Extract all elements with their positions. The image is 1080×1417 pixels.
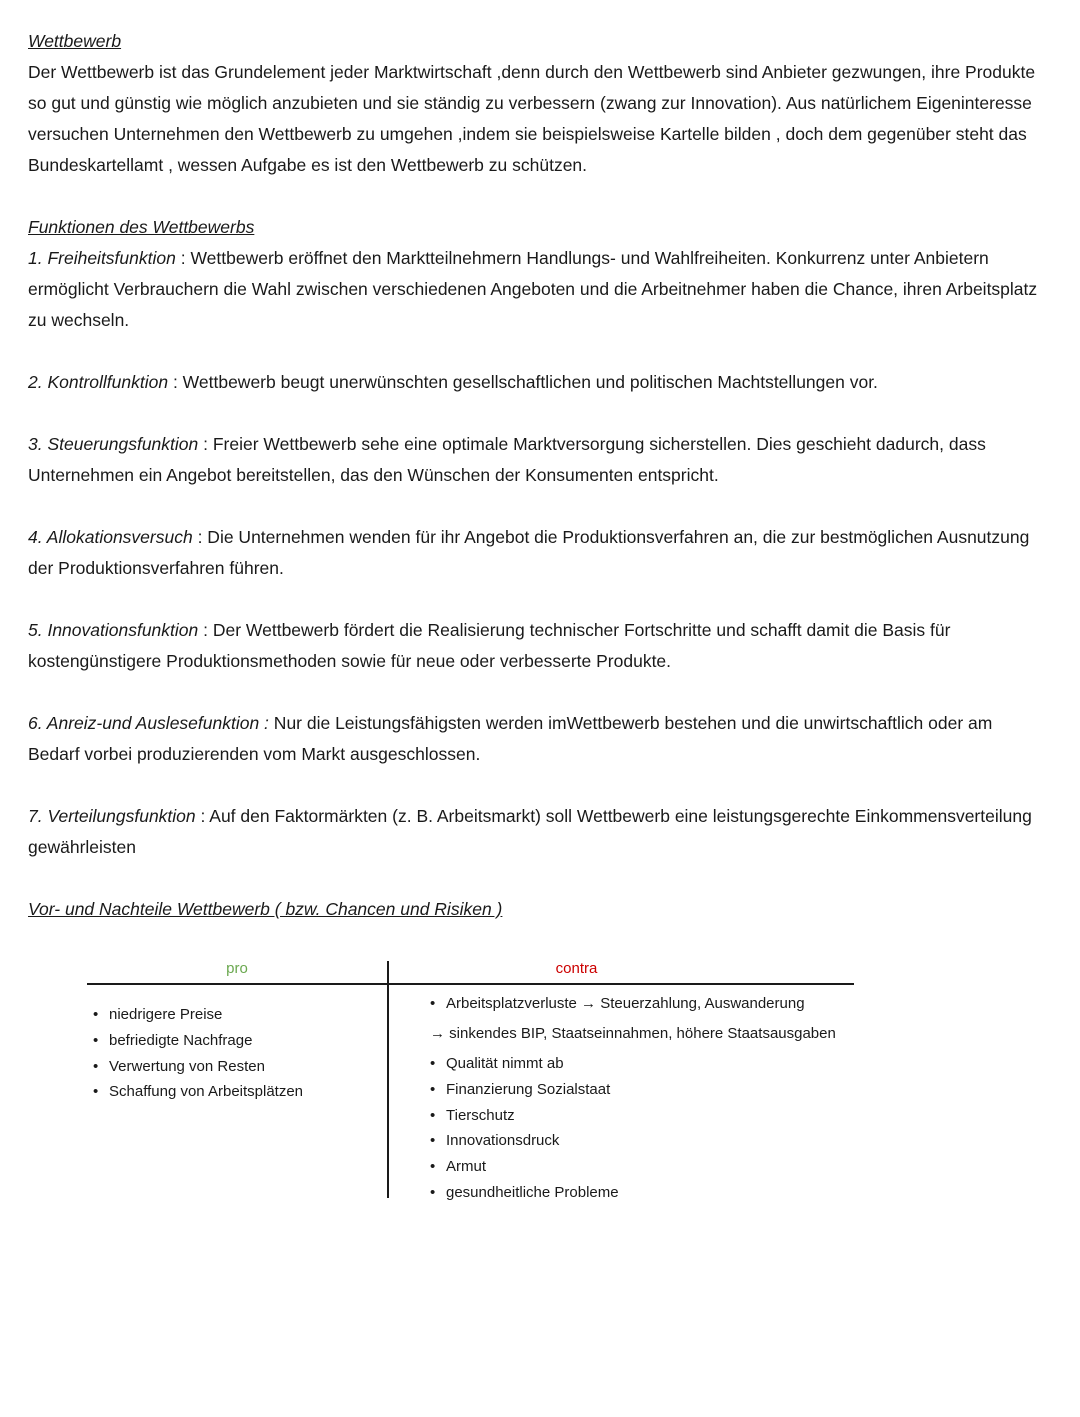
function-name: 2. Kontrollfunktion bbox=[28, 372, 169, 392]
bullet-icon: • bbox=[93, 1006, 99, 1023]
function-item-3 bbox=[28, 429, 1038, 491]
list-item: • befriedigte Nachfrage bbox=[87, 1028, 303, 1054]
function-item-5 bbox=[28, 615, 1038, 677]
function-text: : Freier Wettbewerb sehe eine optimale Marktversorgung sicherstellen. Dies geschieht dadurch, dass Unternehmen ein Angebot bereitstellen, das den Wünschen der Konsumenten entspricht. bbox=[28, 434, 986, 485]
bullet-icon: • bbox=[430, 1055, 436, 1072]
bullet-icon: • bbox=[430, 1106, 436, 1124]
document-page bbox=[28, 26, 1038, 925]
bullet-icon: • bbox=[430, 995, 436, 1012]
bullet-icon: • bbox=[93, 1083, 99, 1101]
bullet-icon: • bbox=[430, 1158, 436, 1176]
list-item: • gesundheitliche Probleme bbox=[424, 1180, 836, 1206]
function-text: Nur die Leistungsfähigsten werden imWettbewerb bestehen und die unwirtschaftlich oder am Bedarf vorbei produzierenden vom Markt ausgeschlossen. bbox=[28, 713, 993, 764]
function-item-1 bbox=[28, 243, 1038, 336]
function-item-7 bbox=[28, 801, 1038, 863]
section-heading-funktionen: Funktionen des Wettbewerbs bbox=[28, 217, 255, 237]
list-item: • Verwertung von Resten bbox=[87, 1054, 303, 1080]
function-name: 6. Anreiz-und Auslesefunktion : bbox=[28, 713, 269, 733]
list-item: • Tierschutz bbox=[424, 1103, 836, 1129]
list-item-continuation: → sinkendes BIP, Staatseinnahmen, höhere Staatsausgaben bbox=[430, 1025, 836, 1042]
table-vertical-divider bbox=[387, 961, 389, 1198]
wettbewerb-paragraph: Der Wettbewerb ist das Grundelement jeder Marktwirtschaft ,denn durch den Wettbewerb sind Anbieter gezwungen, ihre Produkte so gut und günstig wie möglich anzubieten und sie ständig zu verbessern (zwang zur Innovation). Aus natürlichem Eigeninteresse versuchen Unternehmen den Wettbewerb zu umgehen ,indem sie beispielsweise Kartelle bilden , doch dem gegenüber steht das Bundeskartellamt , wessen Aufgabe es ist den Wettbewerb zu schützen. bbox=[28, 62, 1036, 175]
list-item: • Armut bbox=[424, 1154, 836, 1180]
list-item: • Innovationsdruck bbox=[424, 1128, 836, 1154]
function-name: 4. Allokationsversuch bbox=[28, 527, 193, 547]
function-item-6 bbox=[28, 708, 1038, 770]
contra-list bbox=[424, 991, 836, 1206]
function-text: : Die Unternehmen wenden für ihr Angebot die Produktionsverfahren an, die zur bestmöglichen Ausnutzung der Produktionsverfahren führen. bbox=[28, 527, 1030, 578]
list-item: • Schaffung von Arbeitsplätzen bbox=[87, 1079, 303, 1105]
function-name: 5. Innovationsfunktion bbox=[28, 620, 199, 640]
pro-contra-table bbox=[87, 955, 855, 1200]
list-item: • Arbeitsplatzverluste → Steuerzahlung, Auswanderung bbox=[424, 991, 836, 1021]
bullet-icon: • bbox=[93, 1057, 99, 1075]
function-text: : Wettbewerb beugt unerwünschten gesellschaftlichen und politischen Machtstellungen vor. bbox=[168, 372, 878, 392]
function-item-4 bbox=[28, 522, 1038, 584]
list-item: • Qualität nimmt ab bbox=[424, 1051, 836, 1077]
pro-list bbox=[87, 1002, 303, 1105]
function-name: 7. Verteilungsfunktion bbox=[28, 806, 196, 826]
function-item-2 bbox=[28, 367, 1038, 398]
bullet-icon: • bbox=[430, 1080, 436, 1098]
table-horizontal-divider bbox=[87, 983, 854, 985]
section-heading-vor-nachteile: Vor- und Nachteile Wettbewerb ( bzw. Chancen und Risiken ) bbox=[28, 899, 503, 919]
contra-column-header: contra bbox=[555, 960, 598, 977]
list-item: • niedrigere Preise bbox=[87, 1002, 303, 1028]
function-text: : Auf den Faktormärkten (z. B. Arbeitsmarkt) soll Wettbewerb eine leistungsgerechte Einkommensverteilung gewährleisten bbox=[28, 806, 1032, 857]
bullet-icon: • bbox=[93, 1031, 99, 1049]
list-item: • Finanzierung Sozialstaat bbox=[424, 1077, 836, 1103]
function-text: : Der Wettbewerb fördert die Realisierung technischer Fortschritte und schafft damit die Basis für kostengünstigere Produktionsmethoden sowie für neue oder verbesserte Produkte. bbox=[28, 620, 951, 671]
bullet-icon: • bbox=[430, 1132, 436, 1150]
function-text: : Wettbewerb eröffnet den Marktteilnehmern Handlungs- und Wahlfreiheiten. Konkurrenz unter Anbietern ermöglicht Verbrauchern die Wahl zwischen verschiedenen Angeboten und die Arbeitnehmer haben die Chance, ihren Arbeitsplatz zu wechseln. bbox=[28, 248, 1038, 330]
function-name: 1. Freiheitsfunktion bbox=[28, 248, 176, 268]
bullet-icon: • bbox=[430, 1183, 436, 1201]
section-heading-wettbewerb: Wettbewerb bbox=[28, 31, 122, 51]
function-name: 3. Steuerungsfunktion bbox=[28, 434, 199, 454]
pro-column-header: pro bbox=[226, 960, 248, 977]
